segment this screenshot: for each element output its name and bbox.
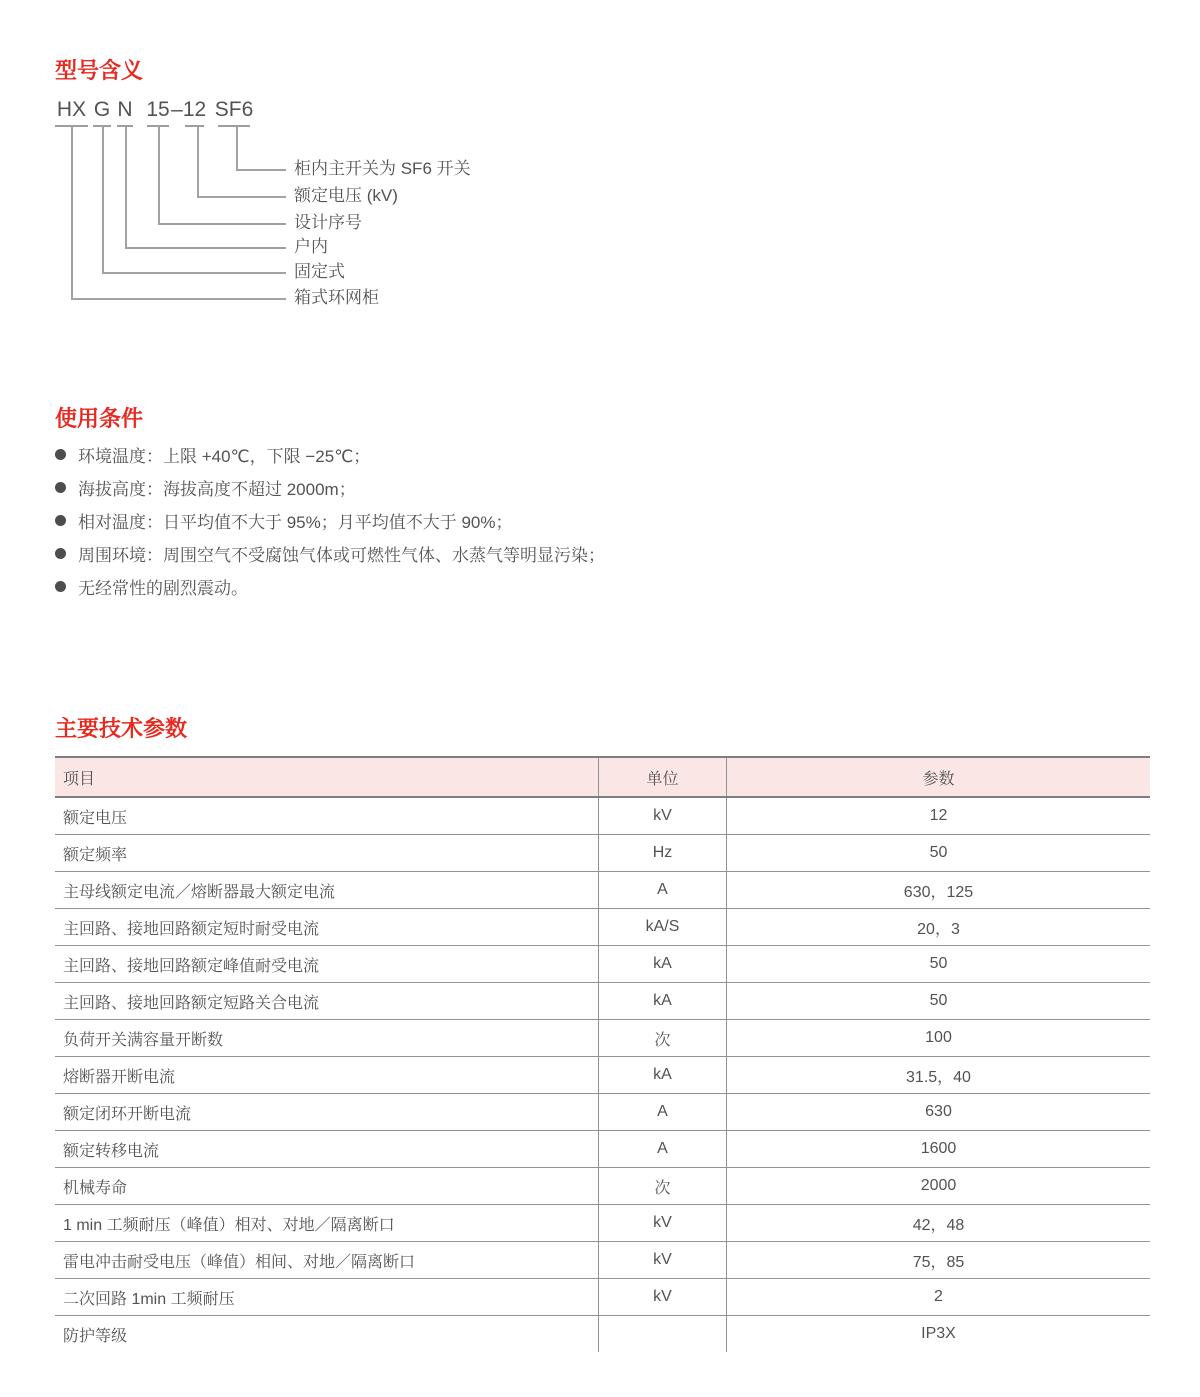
model-part-label: 设计序号 [294, 213, 362, 232]
param-unit-cell: Hz [598, 835, 726, 871]
section-heading-main-parameters: 主要技术参数 [55, 716, 188, 741]
model-part-label: 固定式 [294, 262, 345, 281]
param-item-cell: 熔断器开断电流 [63, 1068, 176, 1086]
parameters-table [55, 756, 1150, 1352]
model-code-segment: N [117, 98, 133, 121]
param-item-cell: 额定转移电流 [63, 1142, 160, 1160]
param-item-cell: 机械寿命 [63, 1179, 128, 1197]
condition-list-item [55, 504, 605, 537]
param-value-cell: 1600 [726, 1131, 1150, 1167]
param-value-cell: 630 [726, 1094, 1150, 1130]
param-unit-cell: kA [598, 983, 726, 1019]
table-row [55, 1057, 1150, 1094]
table-row [55, 946, 1150, 983]
param-value-cell: IP3X [726, 1316, 1150, 1352]
condition-list-item [55, 570, 605, 603]
param-item-cell: 主回路、接地回路额定短路关合电流 [63, 994, 320, 1012]
bullet-dot-icon [55, 515, 66, 526]
param-unit-cell: kV [598, 1242, 726, 1278]
param-item-cell: 负荷开关满容量开断数 [63, 1031, 224, 1049]
param-value-cell: 12 [726, 798, 1150, 834]
table-row [55, 1242, 1150, 1279]
model-connector-vertical-line [71, 127, 73, 298]
param-unit-cell: kV [598, 1205, 726, 1241]
model-code-segment: SF6 [214, 98, 254, 121]
param-value-cell: 2000 [726, 1168, 1150, 1204]
param-value-cell: 42，48 [726, 1205, 1150, 1241]
column-header-item: 项目 [63, 770, 96, 788]
table-header-row [55, 758, 1150, 798]
bullet-dot-icon [55, 449, 66, 460]
condition-text: 周围环境：周围空气不受腐蚀气体或可燃性气体、水蒸气等明显污染； [78, 546, 605, 565]
param-unit-cell: A [598, 1094, 726, 1130]
param-item-cell: 主回路、接地回路额定峰值耐受电流 [63, 957, 320, 975]
param-item-cell: 额定频率 [63, 846, 128, 864]
model-connector-vertical-line [102, 127, 104, 272]
model-connector-horizontal-line [158, 223, 286, 225]
bullet-dot-icon [55, 548, 66, 559]
table-row [55, 1205, 1150, 1242]
table-row [55, 909, 1150, 946]
model-connector-horizontal-line [71, 298, 286, 300]
model-code-segment: 12 [182, 98, 207, 121]
param-unit-cell: kA [598, 1057, 726, 1093]
param-unit-cell: kA/S [598, 909, 726, 945]
model-designation-diagram [0, 95, 1200, 330]
table-row [55, 835, 1150, 872]
model-code-underline [218, 125, 250, 127]
param-unit-cell: kA [598, 946, 726, 982]
param-value-cell: 50 [726, 946, 1150, 982]
param-value-cell: 75，85 [726, 1242, 1150, 1278]
condition-text: 相对温度：日平均值不大于 95%；月平均值不大于 90%； [78, 513, 513, 532]
model-connector-vertical-line [236, 127, 238, 169]
table-row [55, 1094, 1150, 1131]
bullet-dot-icon [55, 482, 66, 493]
model-connector-horizontal-line [236, 169, 286, 171]
param-unit-cell [598, 1316, 726, 1352]
condition-text: 海拔高度：海拔高度不超过 2000m； [78, 480, 356, 499]
param-item-cell: 额定闭环开断电流 [63, 1105, 192, 1123]
param-unit-cell: A [598, 1131, 726, 1167]
model-part-label: 额定电压 (kV) [294, 186, 398, 205]
model-code-separator: – [171, 98, 183, 121]
table-row [55, 983, 1150, 1020]
param-value-cell: 100 [726, 1020, 1150, 1056]
model-connector-horizontal-line [125, 247, 286, 249]
model-connector-vertical-line [158, 127, 160, 223]
param-item-cell: 额定电压 [63, 809, 128, 827]
model-connector-vertical-line [125, 127, 127, 247]
param-item-cell: 防护等级 [63, 1327, 128, 1345]
param-value-cell: 20，3 [726, 909, 1150, 945]
param-unit-cell: 次 [598, 1168, 726, 1204]
model-part-label: 柜内主开关为 SF6 开关 [294, 159, 471, 178]
table-row [55, 1316, 1150, 1352]
condition-text: 无经常性的剧烈震动。 [78, 579, 248, 598]
param-value-cell: 630，125 [726, 872, 1150, 908]
model-code-segment: 15 [146, 98, 170, 121]
model-connector-horizontal-line [197, 196, 286, 198]
model-connector-vertical-line [197, 127, 199, 196]
model-connector-horizontal-line [102, 272, 286, 274]
model-part-label: 箱式环网柜 [294, 288, 379, 307]
table-row [55, 872, 1150, 909]
table-row [55, 798, 1150, 835]
table-row [55, 1131, 1150, 1168]
param-value-cell: 50 [726, 983, 1150, 1019]
table-row [55, 1020, 1150, 1057]
bullet-dot-icon [55, 581, 66, 592]
param-unit-cell: A [598, 872, 726, 908]
param-value-cell: 50 [726, 835, 1150, 871]
table-row [55, 1168, 1150, 1205]
condition-list-item [55, 438, 605, 471]
param-item-cell: 雷电冲击耐受电压（峰值）相间、对地／隔离断口 [63, 1253, 416, 1271]
condition-text: 环境温度：上限 +40℃，下限 −25℃； [78, 447, 371, 466]
usage-conditions-list [55, 438, 605, 603]
table-row [55, 1279, 1150, 1316]
param-value-cell: 2 [726, 1279, 1150, 1315]
param-unit-cell: kV [598, 798, 726, 834]
param-unit-cell: 次 [598, 1020, 726, 1056]
model-code-segment: G [93, 98, 111, 121]
condition-list-item [55, 471, 605, 504]
param-item-cell: 主回路、接地回路额定短时耐受电流 [63, 920, 320, 938]
column-header-unit: 单位 [598, 758, 726, 796]
param-unit-cell: kV [598, 1279, 726, 1315]
condition-list-item [55, 537, 605, 570]
param-item-cell: 二次回路 1min 工频耐压 [63, 1290, 235, 1308]
model-part-label: 户内 [294, 237, 328, 256]
section-heading-usage-conditions: 使用条件 [55, 406, 144, 431]
model-code-underline [185, 125, 204, 127]
param-item-cell: 1 min 工频耐压（峰值）相对、对地／隔离断口 [63, 1216, 395, 1234]
section-heading-model-meaning: 型号含义 [55, 58, 144, 83]
model-code-segment: HX [56, 98, 87, 121]
param-value-cell: 31.5，40 [726, 1057, 1150, 1093]
column-header-parameter: 参数 [726, 758, 1150, 796]
param-item-cell: 主母线额定电流／熔断器最大额定电流 [63, 883, 336, 901]
